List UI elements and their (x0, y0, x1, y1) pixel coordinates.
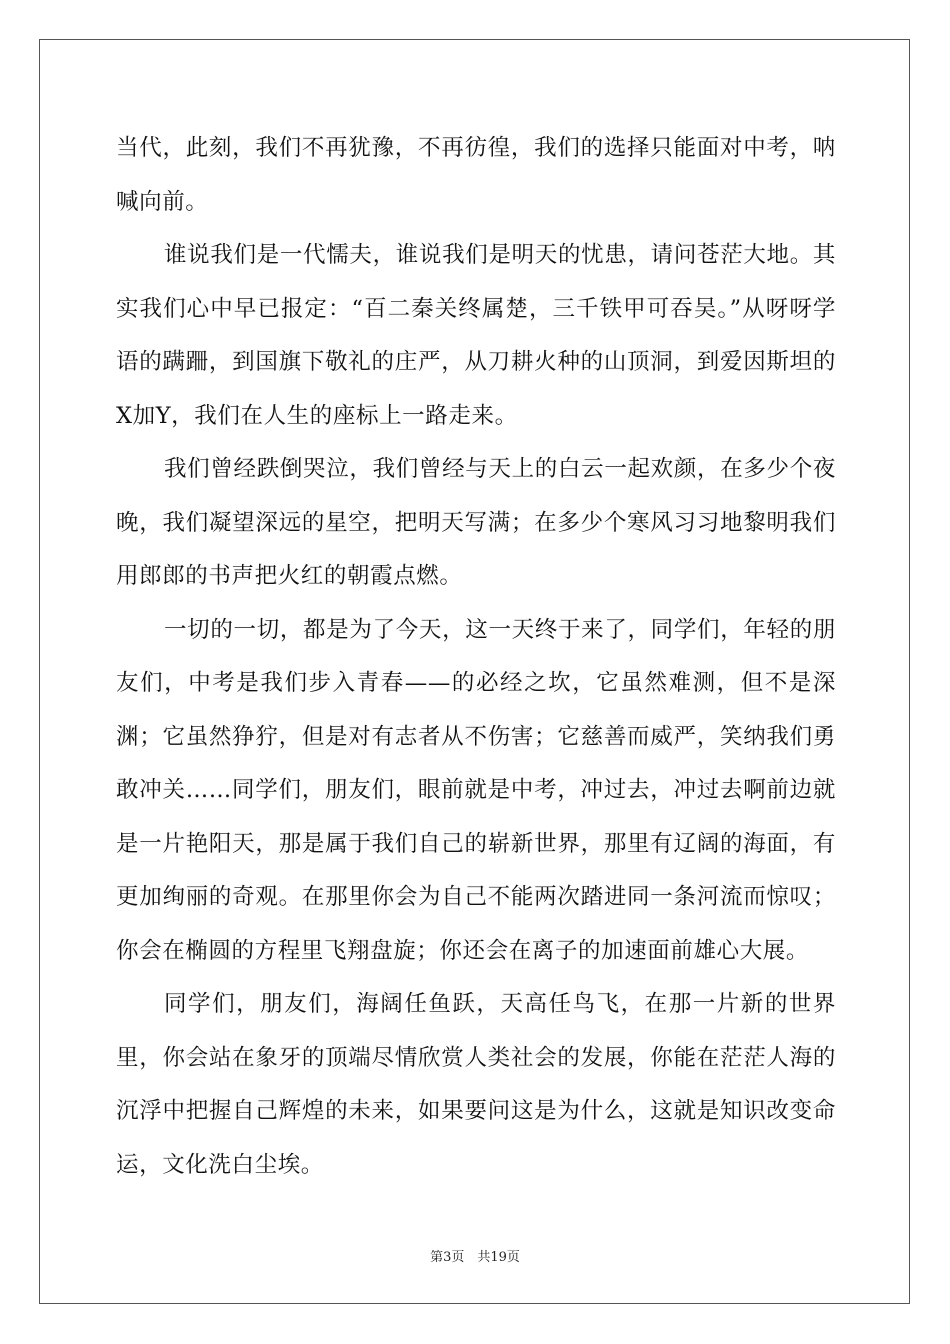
paragraph-4: 一切的一切，都是为了今天，这一天终于来了，同学们，年轻的朋友们，中考是我们步入青春——的必经之坎，它虽然难测，但不是深渊；它虽然狰狞，但是对有志者从不伤害；它慈善而威严，笑纳我们勇敢冲关……同学们，朋友们，眼前就是中考，冲过去，冲过去啊前边就是一片艳阳天，那是属于我们自己的崭新世界，那里有辽阔的海面，有更加绚丽的奇观。在那里你会为自己不能两次踏进同一条河流而惊叹；你会在椭圆的方程里飞翔盘旋；你还会在离子的加速面前雄心大展。 (116, 616, 836, 964)
paragraph-5: 同学们，朋友们，海阔任鱼跃，天高任鸟飞，在那一片新的世界里，你会站在象牙的顶端尽情欣赏人类社会的发展，你能在茫茫人海的沉浮中把握自己辉煌的未来，如果要问这是为什么，这就是知识改变命运，文化洗白尘埃。 (116, 991, 836, 1178)
document-body (116, 122, 836, 1192)
page-number-footer: 第3页 共19页 (430, 1250, 520, 1265)
paragraph-3: 我们曾经跌倒哭泣，我们曾经与天上的白云一起欢颜，在多少个夜晚，我们凝望深远的星空，把明天写满；在多少个寒风习习地黎明我们用郎郎的书声把火红的朝霞点燃。 (116, 456, 836, 589)
paragraph-1: 当代，此刻，我们不再犹豫，不再彷徨，我们的选择只能面对中考，呐喊向前。 (116, 135, 836, 215)
paragraph-2: 谁说我们是一代懦夫，谁说我们是明天的忧患，请问苍茫大地。其实我们心中早已报定：“百二秦关终属楚，三千铁甲可吞吴。”从呀呀学语的蹒跚，到国旗下敬礼的庄严，从刀耕火种的山顶洞，到爱因斯坦的X加Y，我们在人生的座标上一路走来。 (116, 242, 836, 429)
